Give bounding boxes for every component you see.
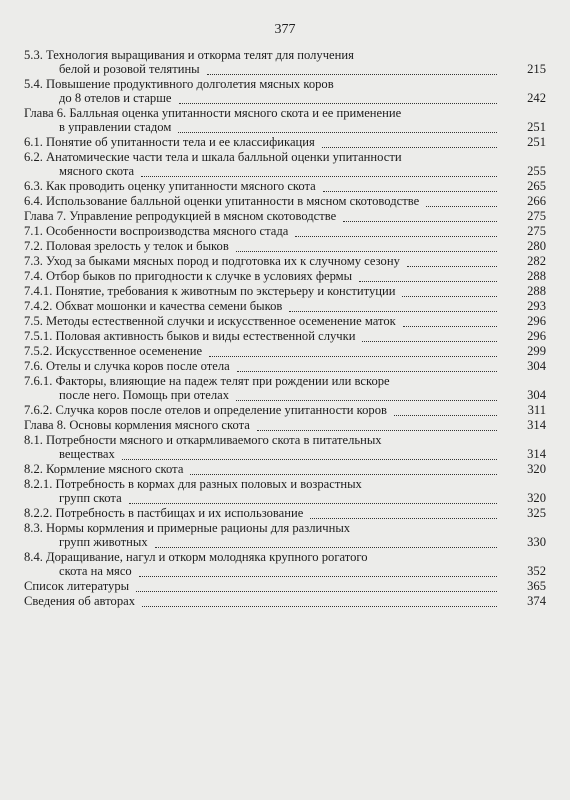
dot-leader	[394, 415, 497, 416]
toc-entry-text: 8.1. Потребности мясного и откармливаемого скота в питательных	[24, 433, 382, 447]
dot-leader	[178, 132, 497, 133]
toc-entry-text: 7.5. Методы естественной случки и искусственное осеменение маток	[24, 314, 396, 328]
toc-page-number: 251	[527, 120, 546, 134]
page-number: 377	[274, 22, 296, 37]
toc-page-number: 288	[527, 284, 546, 298]
dot-leader	[323, 191, 497, 192]
toc-entry-text: 8.3. Нормы кормления и примерные рационы для различных	[24, 521, 351, 535]
dot-leader	[236, 400, 497, 401]
dot-leader	[190, 474, 497, 475]
dot-leader	[310, 518, 497, 519]
toc-entry-text: 7.3. Уход за быками мясных пород и подготовка их к случному сезону	[24, 254, 400, 268]
toc-entry[interactable]	[0, 151, 570, 179]
toc-page-number: 374	[527, 594, 546, 608]
toc-entry[interactable]	[0, 404, 570, 418]
toc-entry[interactable]	[0, 240, 570, 254]
toc-page-number: 311	[527, 403, 546, 417]
toc-entry-text: белой и розовой телятины	[59, 62, 200, 76]
toc-entry[interactable]	[0, 195, 570, 209]
dot-leader	[179, 103, 497, 104]
toc-entry[interactable]	[0, 270, 570, 284]
toc-entry-text: Глава 8. Основы кормления мясного скота	[24, 418, 250, 432]
toc-entry[interactable]	[0, 315, 570, 329]
toc-entry[interactable]	[0, 551, 570, 579]
toc-entry-text: 5.4. Повышение продуктивного долголетия мясных коров	[24, 77, 334, 91]
toc-entry[interactable]	[0, 225, 570, 239]
dot-leader	[359, 281, 497, 282]
toc-entry[interactable]	[0, 300, 570, 314]
toc-page-number: 304	[527, 388, 546, 402]
toc-entry-text: 8.2.1. Потребность в кормах для разных половых и возрастных	[24, 477, 362, 491]
dot-leader	[122, 459, 497, 460]
toc-entry-text: до 8 отелов и старше	[59, 91, 172, 105]
dot-leader	[209, 356, 497, 357]
dot-leader	[407, 266, 497, 267]
toc-entry-text: Глава 7. Управление репродукцией в мясном скотоводстве	[24, 209, 337, 223]
dot-leader	[343, 221, 497, 222]
toc-entry-text: 7.4. Отбор быков по пригодности к случке в условиях фермы	[24, 269, 353, 283]
dot-leader	[155, 547, 497, 548]
toc-entry[interactable]	[0, 285, 570, 299]
toc-page-number: 325	[527, 506, 546, 520]
dot-leader	[402, 296, 497, 297]
dot-leader	[257, 430, 497, 431]
toc-page-number: 365	[527, 579, 546, 593]
dot-leader	[237, 371, 497, 372]
toc-entry-text: Глава 6. Балльная оценка упитанности мясного скота и ее применение	[24, 106, 402, 120]
dot-leader	[295, 236, 497, 237]
toc-entry-text: 7.5.1. Половая активность быков и виды естественной случки	[24, 329, 356, 343]
toc-page-number: 275	[527, 209, 546, 223]
toc-page-number: 320	[527, 462, 546, 476]
toc-entry-text: в управлении стадом	[59, 120, 172, 134]
toc-entry-text: 6.2. Анатомические части тела и шкала балльной оценки упитанности	[24, 150, 402, 164]
toc-page-number: 275	[527, 224, 546, 238]
toc-entry-text: скота на мясо	[59, 564, 132, 578]
toc-page-number: 215	[527, 62, 546, 76]
dot-leader	[141, 176, 497, 177]
toc-entry[interactable]	[0, 595, 570, 609]
toc-entry-text: 7.1. Особенности воспроизводства мясного стада	[24, 224, 289, 238]
toc-page-number: 242	[527, 91, 546, 105]
toc-entry-text: 6.1. Понятие об упитанности тела и ее классификация	[24, 135, 315, 149]
dot-leader	[362, 341, 497, 342]
toc-entry-text: 8.2. Кормление мясного скота	[24, 462, 184, 476]
toc-page-number: 304	[527, 359, 546, 373]
toc-entry-text: после него. Помощь при отелах	[59, 388, 230, 402]
toc-page-number: 251	[527, 135, 546, 149]
toc-page-number: 255	[527, 164, 546, 178]
dot-leader	[139, 576, 497, 577]
toc-page-number: 293	[527, 299, 546, 313]
toc-entry-text: 8.2.2. Потребность в пастбищах и их использование	[24, 506, 304, 520]
table-of-contents	[0, 49, 570, 610]
toc-entry[interactable]	[0, 107, 570, 135]
dot-leader	[322, 147, 497, 148]
toc-entry-text: 8.4. Доращивание, нагул и откорм молодняка крупного рогатого	[24, 550, 368, 564]
toc-entry[interactable]	[0, 49, 570, 77]
toc-entry-text: веществах	[59, 447, 115, 461]
toc-page-number: 320	[527, 491, 546, 505]
toc-entry[interactable]	[0, 210, 570, 224]
toc-page-number: 314	[527, 447, 546, 461]
toc-entry-text: 7.5.2. Искусственное осеменение	[24, 344, 203, 358]
toc-entry-text: 7.6. Отелы и случка коров после отела	[24, 359, 230, 373]
toc-entry-text: 7.4.2. Обхват мошонки и качества семени быков	[24, 299, 283, 313]
toc-entry-text: 7.2. Половая зрелость у телок и быков	[24, 239, 229, 253]
toc-entry-text: 5.3. Технология выращивания и откорма телят для получения	[24, 48, 354, 62]
toc-page-number: 314	[527, 418, 546, 432]
dot-leader	[403, 326, 497, 327]
toc-entry-text: групп скота	[59, 491, 122, 505]
toc-page-number: 288	[527, 269, 546, 283]
toc-entry-text: 7.6.1. Факторы, влияющие на падеж телят при рождении или вскоре	[24, 374, 390, 388]
toc-entry[interactable]	[0, 78, 570, 106]
toc-entry-text: 7.4.1. Понятие, требования к животным по экстерьеру и конституции	[24, 284, 396, 298]
dot-leader	[426, 206, 497, 207]
toc-entry[interactable]	[0, 360, 570, 374]
toc-entry[interactable]	[0, 463, 570, 477]
toc-entry-text: мясного скота	[59, 164, 135, 178]
toc-page-number: 282	[527, 254, 546, 268]
toc-page-number: 296	[527, 329, 546, 343]
toc-entry-text: групп животных	[59, 535, 148, 549]
toc-page-number: 265	[527, 179, 546, 193]
toc-entry[interactable]	[0, 180, 570, 194]
dot-leader	[207, 74, 497, 75]
toc-entry[interactable]	[0, 345, 570, 359]
toc-entry[interactable]	[0, 375, 570, 403]
toc-entry-text: Список литературы	[24, 579, 130, 593]
dot-leader	[129, 503, 497, 504]
dot-leader	[136, 591, 497, 592]
toc-entry[interactable]	[0, 330, 570, 344]
toc-page-number: 296	[527, 314, 546, 328]
toc-page-number: 352	[527, 564, 546, 578]
toc-entry[interactable]	[0, 507, 570, 521]
toc-entry[interactable]	[0, 419, 570, 433]
toc-entry-text: Сведения об авторах	[24, 594, 136, 608]
toc-page-number: 299	[527, 344, 546, 358]
toc-entry[interactable]	[0, 136, 570, 150]
toc-entry[interactable]	[0, 478, 570, 506]
toc-entry[interactable]	[0, 255, 570, 269]
toc-page-number: 266	[527, 194, 546, 208]
toc-entry-text: 7.6.2. Случка коров после отелов и определение упитанности коров	[24, 403, 387, 417]
dot-leader	[236, 251, 497, 252]
toc-page-number: 280	[527, 239, 546, 253]
toc-entry-text: 6.4. Использование балльной оценки упитанности в мясном скотоводстве	[24, 194, 420, 208]
toc-entry[interactable]	[0, 434, 570, 462]
toc-entry[interactable]	[0, 580, 570, 594]
dot-leader	[142, 606, 497, 607]
toc-entry-text: 6.3. Как проводить оценку упитанности мясного скота	[24, 179, 316, 193]
toc-page-number: 330	[527, 535, 546, 549]
toc-entry[interactable]	[0, 522, 570, 550]
dot-leader	[289, 311, 497, 312]
